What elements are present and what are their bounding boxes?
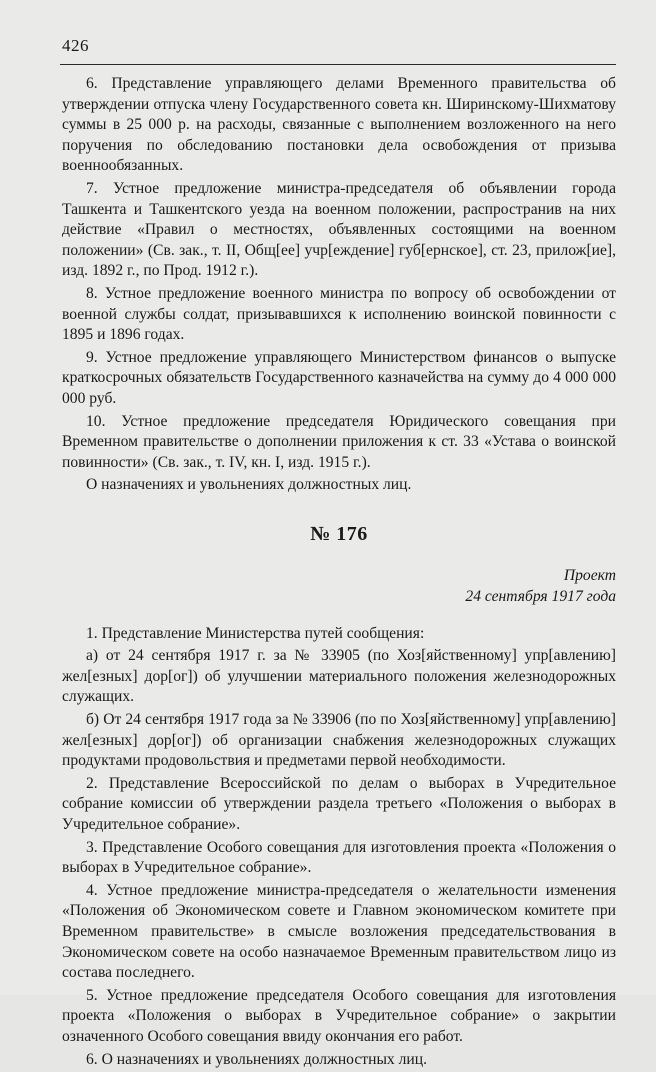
item-5: 5. Устное предложение председателя Особого совещания для изготовления проекта «Положения о выборах в Учредительное собрание» о закрытии означенного Особого совещания ввиду окончания его работ. (62, 986, 616, 1045)
agenda-item-8: 8. Устное предложение военного министра по вопросу об освобождении от военной службы солдат, призывавшихся к исполнению воинской повинности с 1895 и 1896 годах. (62, 284, 616, 344)
document-date: 24 сентября 1917 года (465, 588, 616, 606)
agenda-item-7: 7. Устное предложение министра-председателя об объявлении города Ташкента и Ташкентского уезда на военном положении, распространив на них действие «Правил о местностях, объявленных состоящими на военном положении» (Св. зак., т. II, Общ[ее] учр[еждение] губ[ернское], ст. 23, прилож[ие], изд. 1892 г., по Прод. 1912 г.). (62, 179, 616, 280)
agenda-appointments: О назначениях и увольнениях должностных лиц. (86, 476, 412, 494)
item-1b: б) От 24 сентября 1917 года за № 33906 (по по Хоз[яйственному] упр[авлению] жел[езных] дор[ог]) об организации снабжения железнодорожных служащих продуктами продовольствия и предметами первой необходимости. (62, 711, 616, 770)
agenda-item-9: 9. Устное предложение управляющего Министерством финансов о выпуске краткосрочных обязательств Государственного казначейства на сумму до 4 000 000 000 руб. (62, 348, 616, 407)
agenda-item-10: 10. Устное предложение председателя Юридического совещания при Временном правительстве о дополнении приложения к ст. 33 «Устава о воинской повинности» (Св. зак., т. IV, кн. I, изд. 1915 г.). (62, 412, 616, 471)
item-1: 1. Представление Министерства путей сообщения: (86, 624, 425, 642)
page-number: 426 (62, 36, 89, 55)
item-4: 4. Устное предложение министра-председателя о желательности изменения «Положения об Экономическом совете и Главном экономическом комитете при Временном правительстве» в смысле возложения председательствования в Экономическом совете на особо назначаемое Временным правительством лицо из состава последнего. (62, 881, 616, 982)
header-rule (60, 64, 616, 65)
agenda-item-6: 6. Представление управляющего делами Временного правительства об утверждении отпуска члену Государственного совета кн. Ширинскому-Шихматову суммы в 25 000 р. на расходы, связанные с выполнением возложенного на него поручения по обследованию постановки дела освобождения от призыва военнообязанных. (62, 75, 616, 175)
item-2: 2. Представление Всероссийской по делам о выборах в Учредительное собрание комиссии об утверждении раздела третьего «Положения о выборах в Учредительное собрание». (62, 774, 616, 833)
project-label: Проект (563, 567, 616, 585)
spacer (62, 608, 616, 624)
item-6: 6. О назначениях и увольнениях должностных лиц. (86, 1050, 427, 1068)
document-title: № 176 (310, 522, 368, 545)
item-3: 3. Представление Особого совещания для изготовления проекта «Положения о выборах в Учредительное собрание». (62, 838, 616, 877)
document-body (62, 74, 616, 1072)
item-1a: а) от 24 сентября 1917 г. за № 33905 (по Хоз[яйственному] упр[авлению] жел[езных] дор[ог]) об улучшении материального положения железнодорожных служащих. (62, 647, 616, 706)
